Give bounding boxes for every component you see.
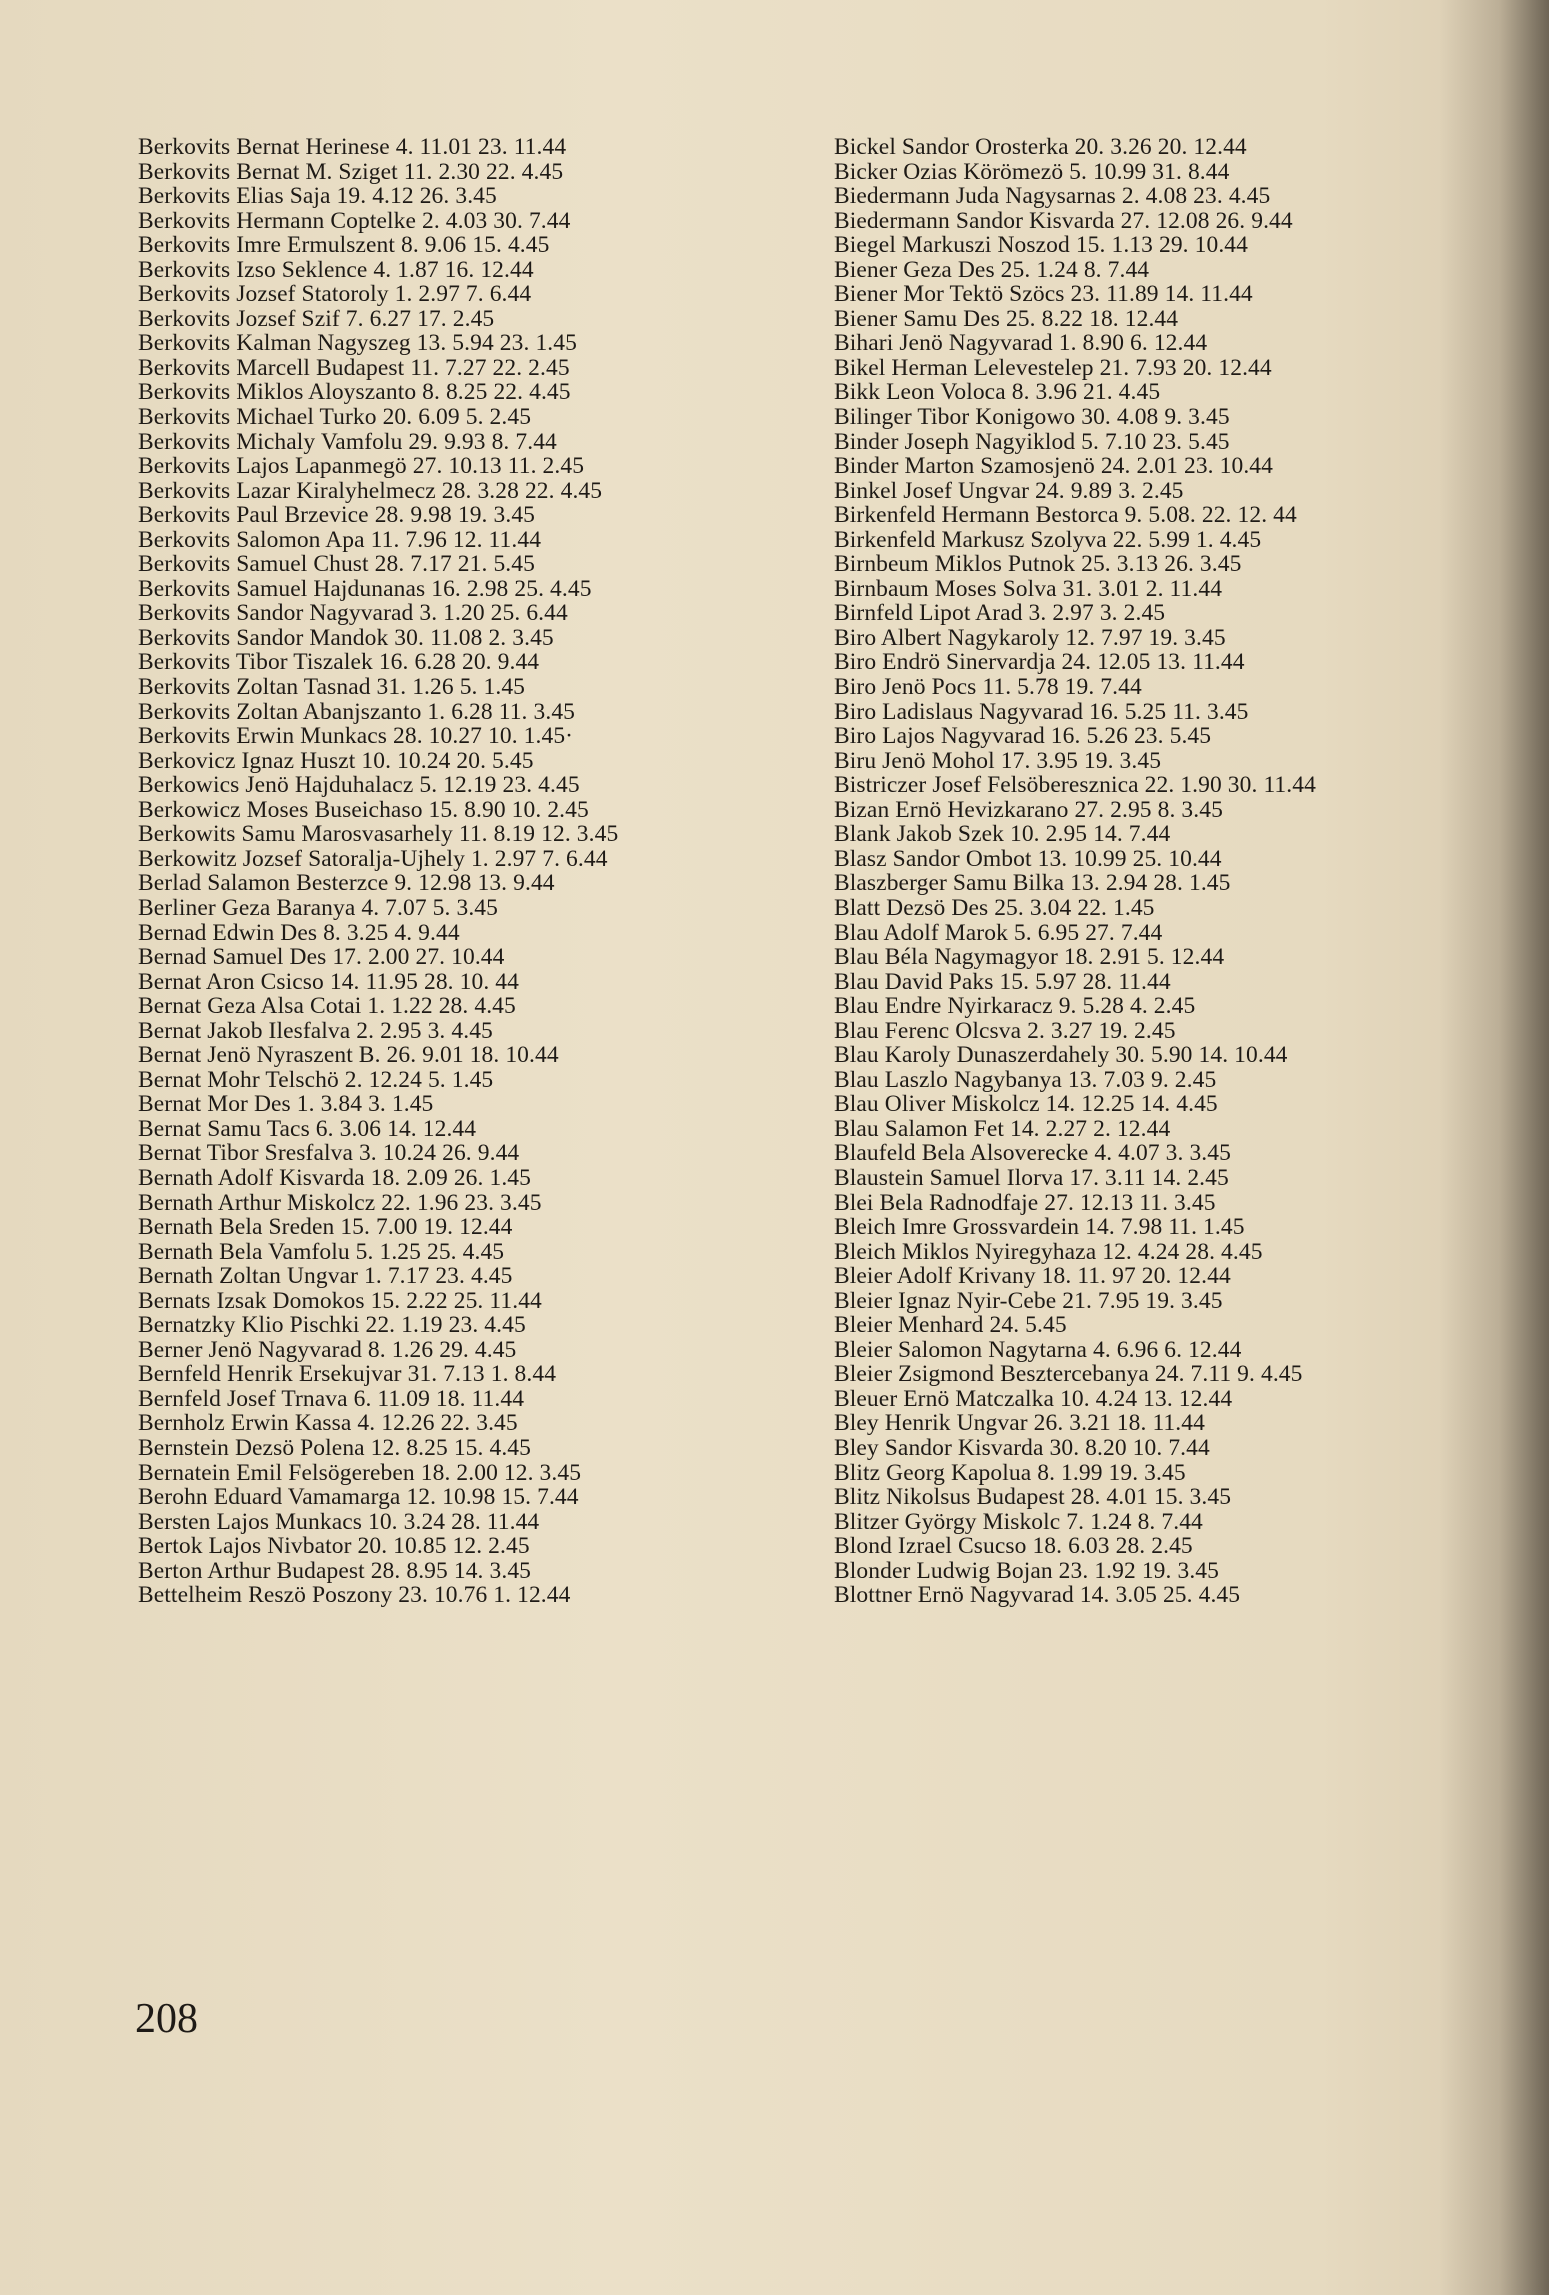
list-entry: Berkovits Bernat Herinese 4. 11.01 23. 11.44 [138, 134, 567, 160]
list-entry: Bleier Ignaz Nyir-Cebe 21. 7.95 19. 3.45 [834, 1287, 1223, 1314]
list-entry: Berkowics Jenö Hajduhalacz 5. 12.19 23. 4.45 [138, 772, 580, 799]
list-entry: Binkel Josef Ungvar 24. 9.89 3. 2.45 [834, 477, 1184, 504]
page-number: 208 [135, 1996, 198, 2042]
list-entry: Bernfeld Henrik Ersekujvar 31. 7.13 1. 8.44 [138, 1361, 557, 1388]
list-entry: Blau Karoly Dunaszerdahely 30. 5.90 14. 10.44 [834, 1042, 1288, 1069]
list-entry: Blaustein Samuel Ilorva 17. 3.11 14. 2.45 [834, 1164, 1229, 1191]
list-entry: Berkovits Michael Turko 20. 6.09 5. 2.45 [138, 404, 532, 431]
list-entry: Berkovits Kalman Nagyszeg 13. 5.94 23. 1.45 [138, 330, 577, 357]
list-entry: Bernfeld Josef Trnava 6. 11.09 18. 11.44 [138, 1385, 525, 1412]
list-entry: Bersten Lajos Munkacs 10. 3.24 28. 11.44 [138, 1508, 540, 1535]
list-entry: Berkowits Samu Marosvasarhely 11. 8.19 12. 3.45 [138, 821, 619, 848]
list-entry: Blitzer György Miskolc 7. 1.24 8. 7.44 [834, 1508, 1203, 1535]
list-entry: Blau Adolf Marok 5. 6.95 27. 7.44 [834, 919, 1163, 946]
list-entry: Bilinger Tibor Konigowo 30. 4.08 9. 3.45 [834, 404, 1230, 431]
list-entry: Blau Béla Nagymagyor 18. 2.91 5. 12.44 [834, 944, 1225, 971]
list-entry: Bernat Geza Alsa Cotai 1. 1.22 28. 4.45 [138, 993, 516, 1020]
list-entry: Biro Jenö Pocs 11. 5.78 19. 7.44 [834, 674, 1142, 701]
list-entry: Berkovits Elias Saja 19. 4.12 26. 3.45 [138, 183, 497, 210]
list-entry: Bernatein Emil Felsögereben 18. 2.00 12. 3.45 [138, 1459, 582, 1486]
list-entry: Blau Oliver Miskolcz 14. 12.25 14. 4.45 [834, 1091, 1218, 1118]
list-entry: Blau Laszlo Nagybanya 13. 7.03 9. 2.45 [834, 1066, 1217, 1093]
list-entry: Blatt Dezsö Des 25. 3.04 22. 1.45 [834, 894, 1155, 921]
list-entry: Biedermann Juda Nagysarnas 2. 4.08 23. 4.45 [834, 183, 1271, 210]
list-entry: Berkovicz Ignaz Huszt 10. 10.24 20. 5.45 [138, 747, 534, 774]
list-entry: Bihari Jenö Nagyvarad 1. 8.90 6. 12.44 [834, 330, 1208, 357]
list-entry: Bernath Bela Sreden 15. 7.00 19. 12.44 [138, 1214, 513, 1241]
list-entry: Bleier Adolf Krivany 18. 11. 97 20. 12.44 [834, 1263, 1231, 1290]
list-entry: Bleich Miklos Nyiregyhaza 12. 4.24 28. 4.45 [834, 1238, 1263, 1265]
list-entry: Bernath Adolf Kisvarda 18. 2.09 26. 1.45 [138, 1164, 532, 1191]
list-entry: Bernatzky Klio Pischki 22. 1.19 23. 4.45 [138, 1312, 526, 1339]
list-entry: Bleier Zsigmond Besztercebanya 24. 7.11 9. 4.45 [834, 1361, 1303, 1388]
list-entry: Blottner Ernö Nagyvarad 14. 3.05 25. 4.45 [834, 1582, 1241, 1609]
list-entry: Berkovits Sandor Mandok 30. 11.08 2. 3.45 [138, 624, 554, 651]
list-entry: Biro Ladislaus Nagyvarad 16. 5.25 11. 3.45 [834, 698, 1249, 725]
list-entry: Binder Joseph Nagyiklod 5. 7.10 23. 5.45 [834, 428, 1230, 455]
list-entry: Bley Sandor Kisvarda 30. 8.20 10. 7.44 [834, 1434, 1210, 1461]
list-entry: Berkovits Marcell Budapest 11. 7.27 22. 2.45 [138, 354, 570, 381]
list-entry: Berohn Eduard Vamamarga 12. 10.98 15. 7.44 [138, 1484, 579, 1511]
list-entry: Blei Bela Radnodfaje 27. 12.13 11. 3.45 [834, 1189, 1216, 1216]
list-entry: Berkovits Salomon Apa 11. 7.96 12. 11.44 [138, 526, 542, 553]
list-entry: Berkovits Izso Seklence 4. 1.87 16. 12.44 [138, 256, 534, 283]
list-entry: Berkovits Jozsef Szif 7. 6.27 17. 2.45 [138, 305, 495, 332]
list-entry: Bernat Samu Tacs 6. 3.06 14. 12.44 [138, 1115, 477, 1142]
list-entry: Blaufeld Bela Alsoverecke 4. 4.07 3. 3.45 [834, 1140, 1231, 1167]
list-entry: Blitz Nikolsus Budapest 28. 4.01 15. 3.45 [834, 1484, 1232, 1511]
list-entry: Binder Marton Szamosjenö 24. 2.01 23. 10.44 [834, 453, 1274, 480]
list-entry: Blond Izrael Csucso 18. 6.03 28. 2.45 [834, 1533, 1193, 1560]
list-entry: Berkovits Michaly Vamfolu 29. 9.93 8. 7.44 [138, 428, 557, 455]
list-entry: Berkovits Lajos Lapanmegö 27. 10.13 11. 2.45 [138, 453, 585, 480]
list-entry: Bleier Salomon Nagytarna 4. 6.96 6. 12.44 [834, 1336, 1242, 1363]
list-entry: Bernath Zoltan Ungvar 1. 7.17 23. 4.45 [138, 1263, 513, 1290]
list-entry: Berkovits Bernat M. Sziget 11. 2.30 22. 4.45 [138, 158, 564, 185]
list-entry: Bleich Imre Grossvardein 14. 7.98 11. 1.45 [834, 1214, 1245, 1241]
list-entry: Berkovits Zoltan Tasnad 31. 1.26 5. 1.45 [138, 674, 526, 701]
list-entry: Berkovits Imre Ermulszent 8. 9.06 15. 4.45 [138, 232, 550, 259]
list-entry: Blau Salamon Fet 14. 2.27 2. 12.44 [834, 1115, 1171, 1142]
list-entry: Berner Jenö Nagyvarad 8. 1.26 29. 4.45 [138, 1336, 517, 1363]
list-entry: Berkovits Hermann Coptelke 2. 4.03 30. 7.44 [138, 207, 571, 234]
list-entry: Blau Endre Nyirkaracz 9. 5.28 4. 2.45 [834, 993, 1196, 1020]
list-entry: Bernath Arthur Miskolcz 22. 1.96 23. 3.45 [138, 1189, 542, 1216]
list-entry: Bernat Tibor Sresfalva 3. 10.24 26. 9.44 [138, 1140, 520, 1167]
list-entry: Biro Endrö Sinervardja 24. 12.05 13. 11.44 [834, 649, 1245, 676]
list-entry: Bernholz Erwin Kassa 4. 12.26 22. 3.45 [138, 1410, 518, 1437]
list-entry: Bernat Jakob Ilesfalva 2. 2.95 3. 4.45 [138, 1017, 493, 1044]
list-entry: Birnbaum Moses Solva 31. 3.01 2. 11.44 [834, 575, 1223, 602]
list-entry: Berkovits Samuel Chust 28. 7.17 21. 5.45 [138, 551, 535, 578]
list-entry: Berliner Geza Baranya 4. 7.07 5. 3.45 [138, 894, 498, 921]
list-entry: Berkovits Samuel Hajdunanas 16. 2.98 25. 4.45 [138, 575, 592, 602]
list-entry: Biener Samu Des 25. 8.22 18. 12.44 [834, 305, 1179, 332]
list-entry: Blasz Sandor Ombot 13. 10.99 25. 10.44 [834, 845, 1222, 872]
list-entry: Bleuer Ernö Matczalka 10. 4.24 13. 12.44 [834, 1385, 1233, 1412]
left-column [138, 135, 838, 1608]
list-entry: Berkovits Zoltan Abanjszanto 1. 6.28 11. 3.45 [138, 698, 576, 725]
right-column [834, 135, 1534, 1608]
list-entry: Bicker Ozias Körömezö 5. 10.99 31. 8.44 [834, 158, 1230, 185]
list-entry: Biru Jenö Mohol 17. 3.95 19. 3.45 [834, 747, 1162, 774]
list-entry: Bernats Izsak Domokos 15. 2.22 25. 11.44 [138, 1287, 542, 1314]
list-entry: Birnbeum Miklos Putnok 25. 3.13 26. 3.45 [834, 551, 1242, 578]
list-entry: Birkenfeld Hermann Bestorca 9. 5.08. 22. 12. 44 [834, 502, 1297, 529]
list-entry: Berkowicz Moses Buseichaso 15. 8.90 10. 2.45 [138, 796, 589, 823]
list-entry: Birnfeld Lipot Arad 3. 2.97 3. 2.45 [834, 600, 1166, 627]
list-entry: Bizan Ernö Hevizkarano 27. 2.95 8. 3.45 [834, 796, 1223, 823]
list-entry: Blau David Paks 15. 5.97 28. 11.44 [834, 968, 1171, 995]
list-entry: Bikk Leon Voloca 8. 3.96 21. 4.45 [834, 379, 1161, 406]
list-entry: Blank Jakob Szek 10. 2.95 14. 7.44 [834, 821, 1171, 848]
list-entry: Berkovits Paul Brzevice 28. 9.98 19. 3.45 [138, 502, 536, 529]
list-entry: Biegel Markuszi Noszod 15. 1.13 29. 10.44 [834, 232, 1248, 259]
list-entry: Biener Mor Tektö Szöcs 23. 11.89 14. 11.44 [834, 281, 1253, 308]
list-entry: Berton Arthur Budapest 28. 8.95 14. 3.45 [138, 1557, 532, 1584]
list-entry: Blaszberger Samu Bilka 13. 2.94 28. 1.45 [834, 870, 1231, 897]
list-entry: Birkenfeld Markusz Szolyva 22. 5.99 1. 4.45 [834, 526, 1262, 553]
list-entry: Berkovits Lazar Kiralyhelmecz 28. 3.28 22. 4.45 [138, 477, 603, 504]
list-entry: Berkovits Miklos Aloyszanto 8. 8.25 22. 4.45 [138, 379, 571, 406]
list-entry: Biro Lajos Nagyvarad 16. 5.26 23. 5.45 [834, 723, 1212, 750]
list-entry: Bernstein Dezsö Polena 12. 8.25 15. 4.45 [138, 1434, 532, 1461]
list-entry: Bikel Herman Lelevestelep 21. 7.93 20. 12.44 [834, 354, 1272, 381]
list-entry: Bettelheim Reszö Poszony 23. 10.76 1. 12.44 [138, 1582, 571, 1609]
list-entry: Bistriczer Josef Felsöberesznica 22. 1.90 30. 11.44 [834, 772, 1316, 799]
list-entry: Blau Ferenc Olcsva 2. 3.27 19. 2.45 [834, 1017, 1176, 1044]
list-entry: Bertok Lajos Nivbator 20. 10.85 12. 2.45 [138, 1533, 530, 1560]
list-entry: Bickel Sandor Orosterka 20. 3.26 20. 12.44 [834, 134, 1247, 160]
list-entry: Bernat Jenö Nyraszent B. 26. 9.01 18. 10.44 [138, 1042, 559, 1069]
list-entry: Bernat Aron Csicso 14. 11.95 28. 10. 44 [138, 968, 519, 995]
list-entry: Biener Geza Des 25. 1.24 8. 7.44 [834, 256, 1150, 283]
list-entry: Berlad Salamon Besterzce 9. 12.98 13. 9.44 [138, 870, 555, 897]
list-entry: Blonder Ludwig Bojan 23. 1.92 19. 3.45 [834, 1557, 1219, 1584]
binding-shadow [1439, 0, 1549, 2295]
list-entry: Berkovits Sandor Nagyvarad 3. 1.20 25. 6.44 [138, 600, 568, 627]
list-entry: Bernat Mor Des 1. 3.84 3. 1.45 [138, 1091, 434, 1118]
list-entry: Bley Henrik Ungvar 26. 3.21 18. 11.44 [834, 1410, 1205, 1437]
list-entry: Bernad Samuel Des 17. 2.00 27. 10.44 [138, 944, 505, 971]
list-entry: Bernath Bela Vamfolu 5. 1.25 25. 4.45 [138, 1238, 505, 1265]
list-entry: Berkowitz Jozsef Satoralja-Ujhely 1. 2.97 7. 6.44 [138, 845, 608, 872]
list-entry: Bernad Edwin Des 8. 3.25 4. 9.44 [138, 919, 460, 946]
list-entry: Blitz Georg Kapolua 8. 1.99 19. 3.45 [834, 1459, 1186, 1486]
list-entry: Bleier Menhard 24. 5.45 [834, 1312, 1067, 1339]
list-entry: Berkovits Tibor Tiszalek 16. 6.28 20. 9.44 [138, 649, 540, 676]
list-entry: Biro Albert Nagykaroly 12. 7.97 19. 3.45 [834, 624, 1226, 651]
list-entry: Biedermann Sandor Kisvarda 27. 12.08 26. 9.44 [834, 207, 1293, 234]
list-entry: Berkovits Jozsef Statoroly 1. 2.97 7. 6.44 [138, 281, 532, 308]
list-entry: Bernat Mohr Telschö 2. 12.24 5. 1.45 [138, 1066, 494, 1093]
list-entry: Berkovits Erwin Munkacs 28. 10.27 10. 1.45· [138, 723, 574, 750]
